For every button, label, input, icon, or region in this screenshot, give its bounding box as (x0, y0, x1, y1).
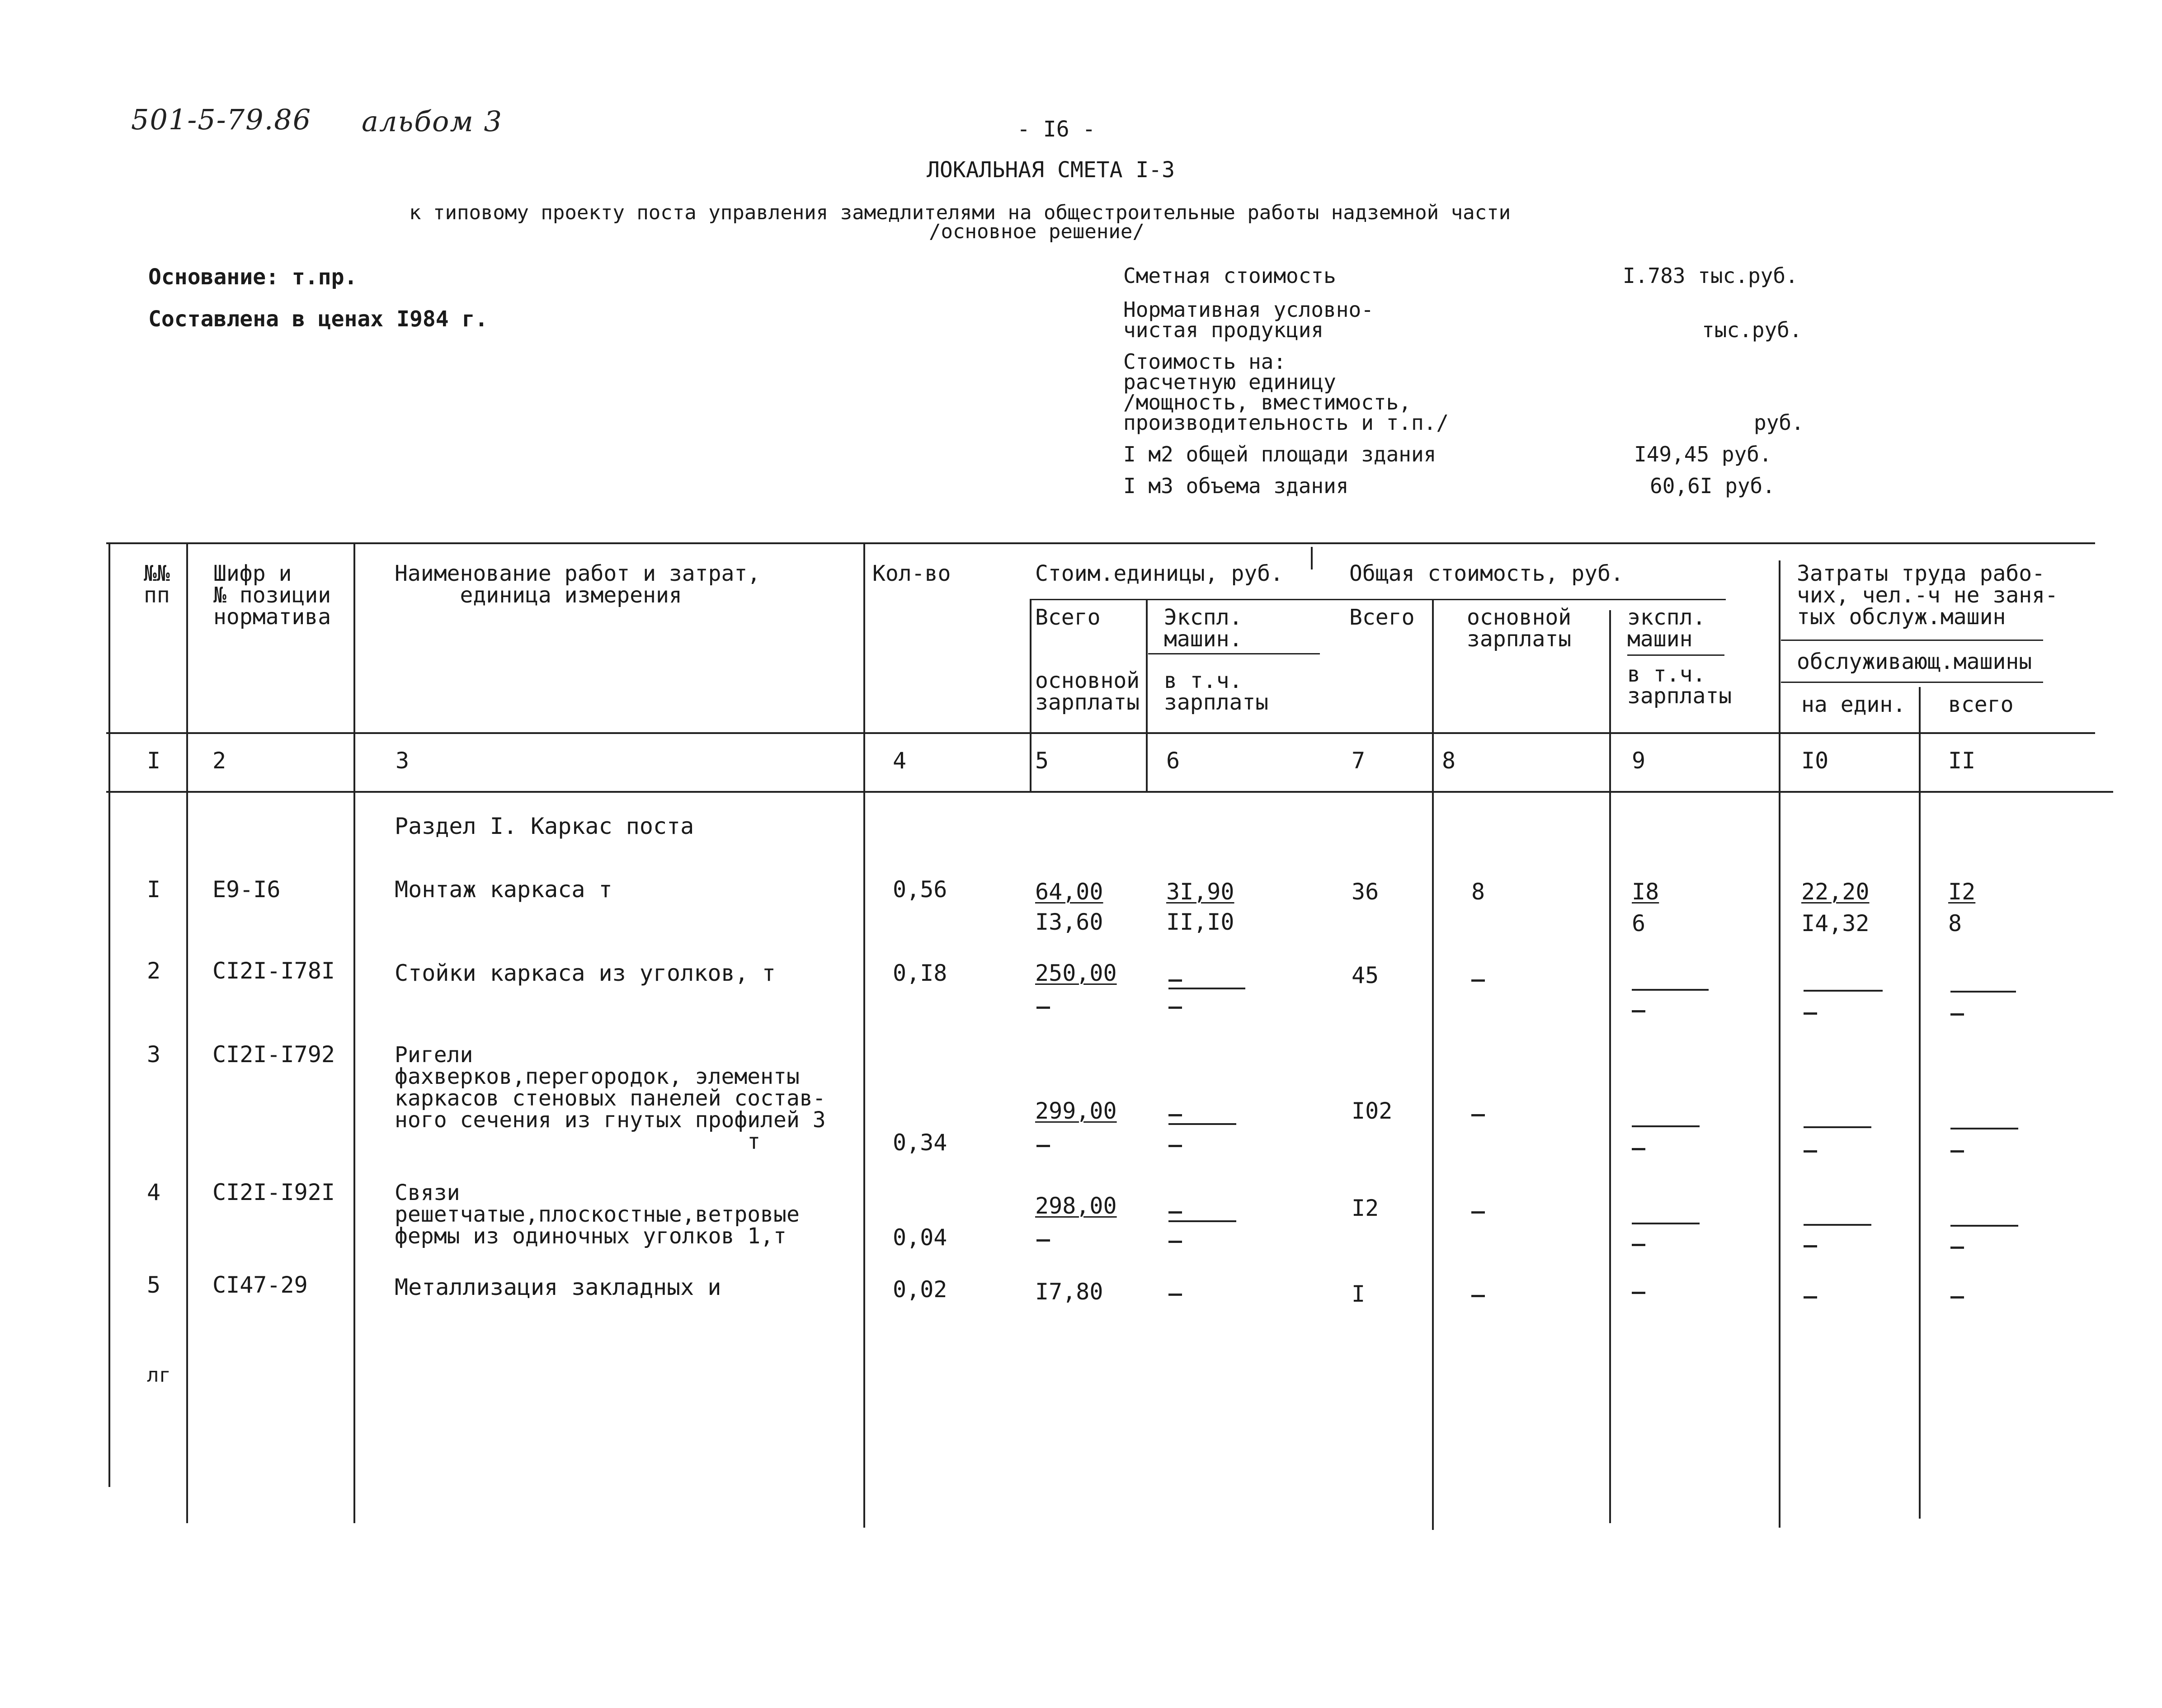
row-unit-base-salary: I3,60 (1035, 909, 1103, 935)
empty-underline (1632, 1125, 1700, 1127)
header-code: Шифр и № позиции норматива (213, 561, 331, 630)
header-unit-cost: Стоим.единицы, руб. (1035, 561, 1284, 586)
empty-underline (1950, 991, 2016, 993)
header-total-cost: Общая стоимость, руб. (1349, 561, 1624, 586)
empty-underline (1168, 1123, 1236, 1125)
col-border-2 (353, 542, 355, 1523)
col-number: 9 (1632, 748, 1646, 774)
empty-dash (1950, 1013, 1964, 1016)
footer-mark: лг (147, 1364, 171, 1387)
col-number: 6 (1166, 748, 1180, 774)
header-unit-incl-salary: в т.ч. зарплаты (1164, 668, 1269, 715)
empty-dash (1804, 1296, 1817, 1299)
normative-label-2: чистая продукция (1123, 318, 1324, 342)
header-unit-all: Всего (1035, 605, 1101, 630)
row-unit-all: 299,00 (1035, 1098, 1117, 1124)
empty-dash (1950, 1150, 1964, 1153)
doc-code-handwritten: 501-5-79.86 (131, 103, 312, 136)
empty-dash (1632, 1148, 1645, 1150)
row-unit-machines: 3I,90 (1166, 879, 1234, 905)
per-m2-value: I49,45 руб. (1634, 442, 1772, 466)
col-number: 8 (1442, 748, 1456, 774)
row-unit-all: I7,80 (1035, 1279, 1103, 1305)
header-labor-per-unit: на един. (1801, 692, 1906, 717)
header-total-machines: экспл. машин (1627, 605, 1706, 652)
col-border-8 (1609, 610, 1611, 1523)
col-border-1 (186, 542, 188, 1523)
cost-header-divider (1030, 599, 1726, 600)
row-name: Монтаж каркаса т (395, 876, 612, 903)
row-qty: 0,34 (893, 1129, 947, 1156)
total-machines-underline (1627, 654, 1724, 656)
empty-underline (1804, 990, 1883, 992)
empty-dash (1036, 1007, 1050, 1009)
empty-dash (1168, 1114, 1182, 1116)
empty-underline (1804, 1126, 1871, 1128)
header-qty: Кол-во (872, 561, 951, 586)
empty-underline (1950, 1128, 2018, 1129)
empty-underline (1804, 1224, 1871, 1226)
header-unit-base-salary: основной зарплаты (1035, 668, 1140, 715)
cost-per-label-4: производительность и т.п./ (1123, 410, 1449, 435)
col-number: 5 (1035, 748, 1049, 774)
empty-dash (1471, 1295, 1485, 1297)
col-number: 4 (893, 748, 907, 774)
section-title: Раздел I. Каркас поста (395, 813, 694, 839)
col-border-4 (1030, 599, 1032, 791)
row-name: Ригели фахверков,перегородок, элементы каркасов стеновых панелей состав- ного сечения из гнутых профилей 3 т (395, 1042, 826, 1154)
empty-dash (1632, 1010, 1645, 1012)
header-bottom-line (106, 732, 2095, 734)
col-border-3 (863, 542, 865, 1528)
labor-header-divider (1781, 640, 2043, 641)
row-code: Е9-I6 (212, 876, 281, 903)
estimated-cost-label: Сметная стоимость (1123, 263, 1336, 288)
empty-dash (1168, 1241, 1182, 1243)
header-name: Наименование работ и затрат, единица измерения (395, 561, 761, 608)
empty-dash (1471, 979, 1485, 982)
row-labor-per-unit: 22,20 (1801, 879, 1870, 905)
cost-per-value: руб. (1754, 410, 1804, 435)
col-number: I0 (1801, 748, 1829, 774)
empty-dash (1168, 1294, 1182, 1296)
empty-underline (1632, 1223, 1700, 1224)
page-number: - I6 - (1017, 117, 1096, 142)
empty-underline (1632, 989, 1709, 991)
header-num: №№ пп (144, 561, 170, 608)
cost-per-label-1: Стоимость на: (1123, 349, 1286, 374)
row-unit-all: 64,00 (1035, 879, 1103, 905)
col-number: I (147, 748, 161, 774)
row-total-all: I2 (1352, 1195, 1379, 1221)
col-border-9 (1779, 560, 1780, 1528)
empty-dash (1950, 1247, 1964, 1249)
empty-dash (1632, 1244, 1645, 1246)
row-labor-total-machines: 8 (1948, 910, 1962, 936)
header-total-base-salary: основной зарплаты (1467, 605, 1572, 652)
row-labor-per-unit-machines: I4,32 (1801, 910, 1870, 936)
header-unit-machines: Экспл. машин. (1164, 605, 1243, 652)
empty-dash (1168, 1211, 1182, 1214)
header-total-all: Всего (1349, 605, 1415, 630)
row-name: Стойки каркаса из уголков, т (395, 960, 776, 986)
album-handwritten: альбом 3 (362, 105, 503, 138)
subtitle-line-1: к типовому проекту поста управления замедлителями на общестроительные работы надземной части (409, 201, 1511, 224)
normative-label-1: Нормативная условно- (1123, 297, 1374, 322)
empty-underline (1168, 1220, 1236, 1222)
row-total-machines: I8 (1632, 879, 1659, 905)
column-numbers-line (106, 791, 2113, 793)
estimated-cost-value: I.783 тыс.руб. (1623, 263, 1798, 288)
cost-per-label-2: расчетную единицу (1123, 370, 1336, 394)
col-number: II (1948, 748, 1976, 774)
header-labor-total: всего (1948, 692, 2014, 717)
row-total-all: 45 (1352, 962, 1379, 988)
prices-text: Составлена в ценах I984 г. (148, 306, 488, 332)
row-unit-all: 250,00 (1035, 960, 1117, 986)
row-num: 5 (147, 1272, 161, 1298)
row-code: СI47-29 (212, 1272, 308, 1298)
row-qty: 0,04 (893, 1224, 947, 1251)
row-code: СI2I-I78I (212, 958, 335, 984)
col-border-7 (1432, 599, 1434, 1530)
page-title: ЛОКАЛЬНАЯ СМЕТА I-3 (927, 157, 1175, 183)
empty-dash (1036, 1145, 1050, 1147)
col-number: 2 (212, 748, 226, 774)
cost-per-label-3: /мощность, вместимость, (1123, 390, 1411, 414)
row-total-all: 36 (1352, 879, 1379, 905)
empty-dash (1632, 1292, 1645, 1294)
row-code: СI2I-I792 (212, 1041, 335, 1068)
subtitle-line-2: /основное решение/ (929, 220, 1145, 243)
row-unit-incl-salary: II,I0 (1166, 909, 1234, 935)
row-name: Металлизация закладных и (395, 1274, 721, 1300)
machines-header-underline (1148, 653, 1320, 654)
header-labor: Затраты труда рабо- чих, чел.-ч не заня- тых обслуж.машин (1797, 561, 2058, 630)
row-labor-total: I2 (1948, 879, 1976, 905)
col-border-10 (1919, 687, 1921, 1519)
row-total-incl-salary: 6 (1632, 910, 1646, 936)
row-qty: 0,I8 (893, 960, 947, 986)
empty-dash (1804, 1012, 1817, 1015)
table-top-line (106, 542, 2095, 544)
col-border-5 (1146, 599, 1148, 791)
header-labor-machines: обслуживающ.машины (1797, 649, 2032, 674)
empty-dash (1804, 1150, 1817, 1153)
empty-dash (1168, 1007, 1182, 1009)
row-code: СI2I-I92I (212, 1179, 335, 1205)
row-total-all: I02 (1352, 1098, 1393, 1124)
row-num: I (147, 876, 161, 903)
labor-machines-divider (1781, 682, 2043, 683)
per-m2-label: I м2 общей площади здания (1123, 442, 1437, 466)
empty-dash (1168, 1145, 1182, 1147)
empty-dash (1168, 979, 1182, 982)
row-total-base-salary: 8 (1471, 879, 1485, 905)
empty-dash (1471, 1211, 1485, 1214)
empty-dash (1804, 1245, 1817, 1247)
empty-dash (1950, 1296, 1964, 1299)
header-total-incl-salary: в т.ч. зарплаты (1627, 662, 1732, 709)
row-num: 4 (147, 1179, 161, 1205)
basis-text: Основание: т.пр. (148, 264, 358, 290)
row-unit-all: 298,00 (1035, 1193, 1117, 1219)
row-name: Связи решетчатые,плоскостные,ветровые фермы из одиночных уголков 1,т (395, 1180, 800, 1249)
empty-underline (1950, 1225, 2018, 1227)
empty-dash (1036, 1239, 1050, 1242)
col-border-left (108, 542, 110, 1487)
tick-mark (1311, 547, 1313, 569)
col-number: 3 (396, 748, 410, 774)
row-num: 3 (147, 1041, 161, 1068)
row-total-all: I (1352, 1281, 1366, 1307)
empty-dash (1471, 1114, 1485, 1116)
row-qty: 0,56 (893, 876, 947, 903)
normative-value: тыс.руб. (1702, 318, 1802, 342)
per-m3-value: 60,6I руб. (1650, 474, 1775, 498)
row-num: 2 (147, 958, 161, 984)
row-qty: 0,02 (893, 1276, 947, 1303)
empty-underline (1168, 988, 1245, 989)
col-number: 7 (1352, 748, 1366, 774)
per-m3-label: I м3 объема здания (1123, 474, 1349, 498)
